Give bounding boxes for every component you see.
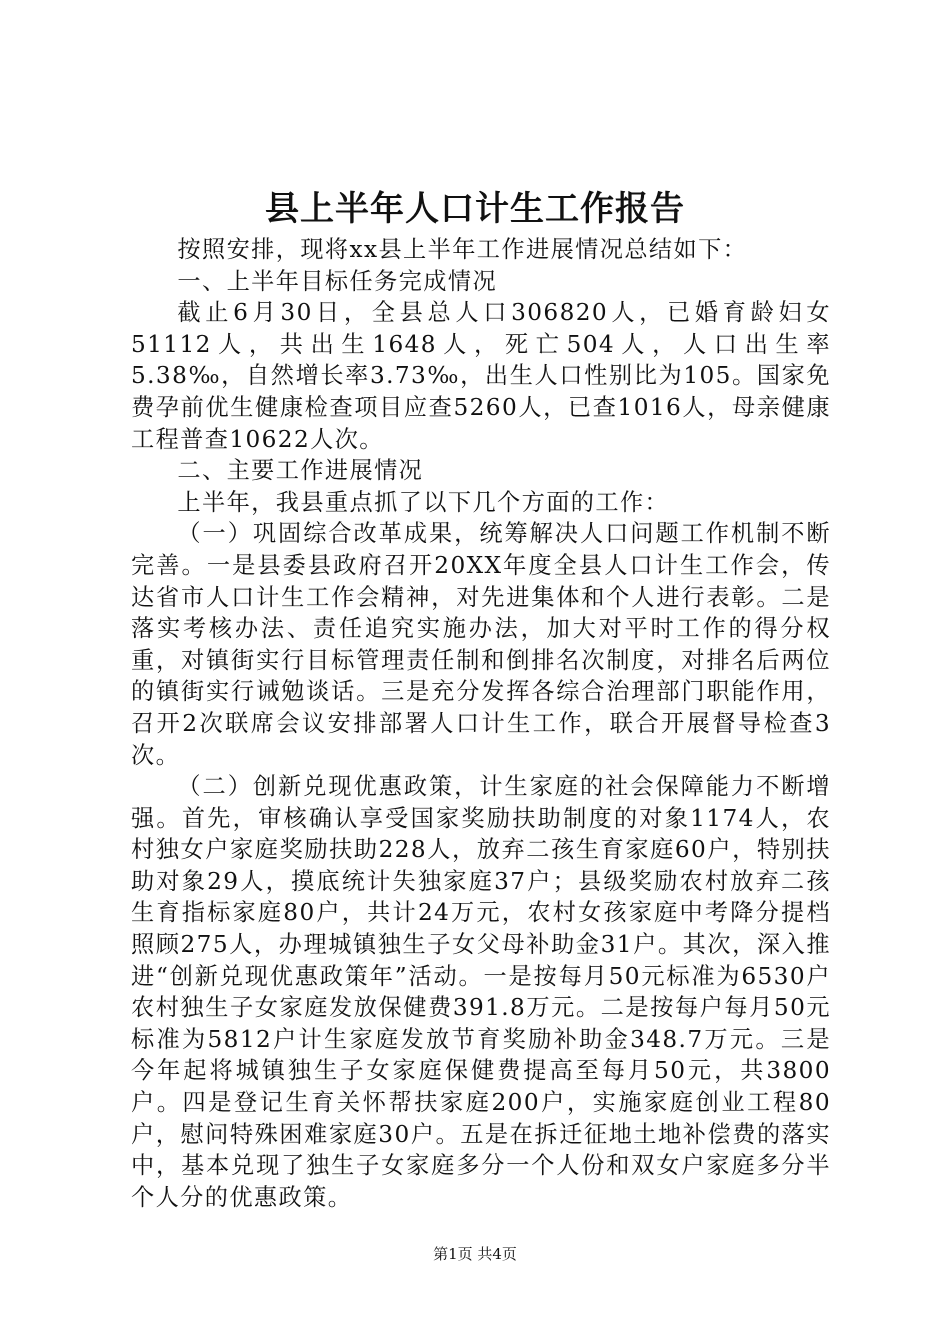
document-body bbox=[131, 234, 831, 1213]
work-intro-paragraph: 上半年，我县重点抓了以下几个方面的工作： bbox=[177, 488, 670, 516]
section-heading-2: 二、主要工作进展情况 bbox=[177, 457, 424, 485]
work-item-2-paragraph: （二）创新兑现优惠政策，计生家庭的社会保障能力不断增强。首先，审核确认享受国家奖励扶助制度的对象1174人，农村独女户家庭奖励扶助228人，放弃二孩生育家庭60户，特别扶助对象29人，摸底统计失独家庭37户；县级奖励农村放弃二孩生育指标家庭80户，共计24万元，农村女孩家庭中考降分提档照顾275人，办理城镇独生子女父母补助金31户。其次，深入推进“创新兑现优惠政策年”活动。一是按每月50元标准为6530户农村独生子女家庭发放保健费391.8万元。二是按每户每月50元标准为5812户计生家庭发放节育奖励补助金348.7万元。三是今年起将城镇独生子女家庭保健费提高至每月50元，共3800户。四是登记生育关怀帮扶家庭200户，实施家庭创业工程80户，慰问特殊困难家庭30户。五是在拆迁征地土地补偿费的落实中，基本兑现了独生子女家庭多分一个人份和双女户家庭多分半个人分的优惠政策。 bbox=[131, 773, 831, 1211]
section-heading-1: 一、上半年目标任务完成情况 bbox=[177, 267, 498, 295]
page-number: 第1页 共4页 bbox=[433, 1245, 517, 1263]
document-title: 县上半年人口计生工作报告 bbox=[265, 189, 685, 229]
work-item-1-paragraph: （一）巩固综合改革成果，统筹解决人口问题工作机制不断完善。一是县委县政府召开20XX年度全县人口计生工作会，传达省市人口计生工作会精神，对先进集体和个人进行表彰。二是落实考核办法、责任追究实施办法，加大对平时工作的得分权重，对镇街实行目标管理责任制和倒排名次制度，对排名后两位的镇街实行诫勉谈话。三是充分发挥各综合治理部门职能作用，召开2次联席会议安排部署人口计生工作，联合开展督导检查3次。 bbox=[131, 520, 831, 769]
statistics-paragraph: 截止6月30日，全县总人口306820人，已婚育龄妇女51112人，共出生1648人，死亡504人，人口出生率5.38‰，自然增长率3.73‰，出生人口性别比为105。国家免费孕前优生健康检查项目应查5260人，已查1016人，母亲健康工程普查10622人次。 bbox=[131, 299, 831, 453]
intro-paragraph: 按照安排，现将xx县上半年工作进展情况总结如下： bbox=[177, 236, 748, 263]
